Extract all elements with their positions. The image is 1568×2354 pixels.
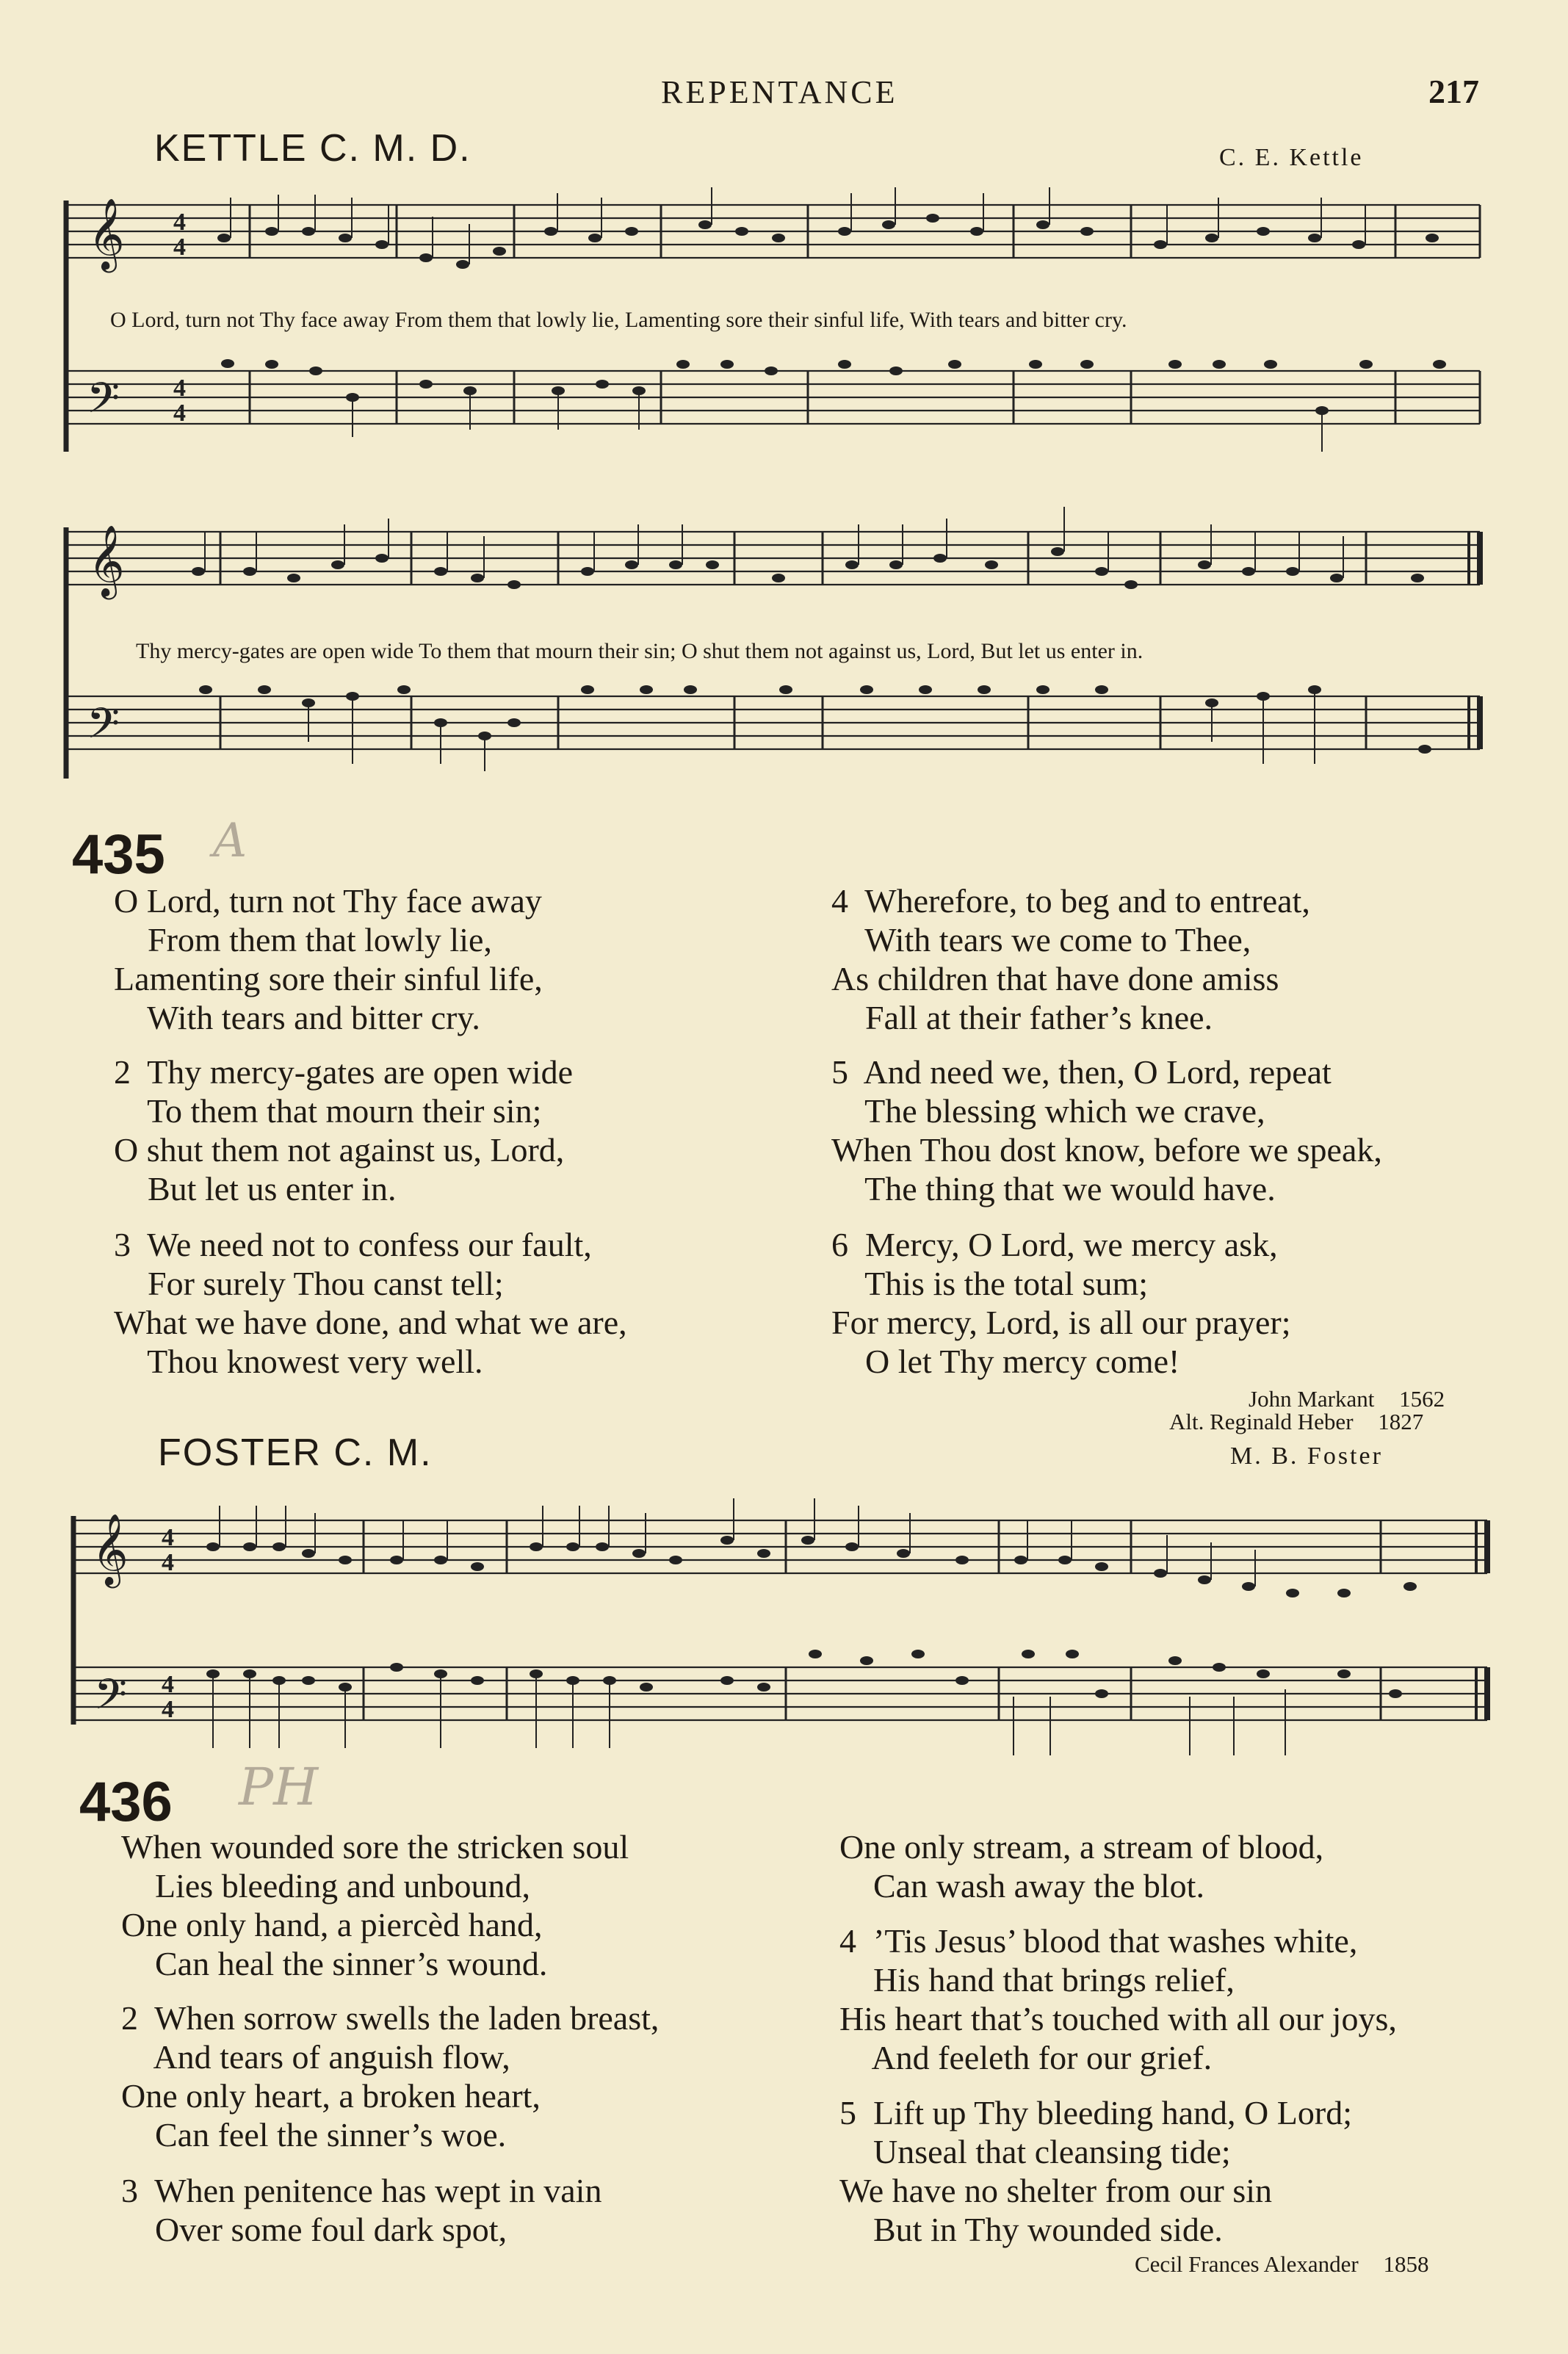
hymn-number-436: 436 [79,1771,173,1833]
tune-name-kettle: KETTLE C. M. D. [154,127,472,170]
pencil-annotation-436: PH [239,1757,319,1817]
svg-text:4: 4 [162,1671,174,1698]
tune-name-foster: FOSTER C. M. [158,1431,433,1474]
svg-text:4: 4 [173,209,186,236]
svg-text:𝄞: 𝄞 [88,524,125,596]
verse-436-3: 3 When penitence has wept in vain Over some foul dark spot, [121,2172,602,2248]
verse-435-6: 6 Mercy, O Lord, we mercy ask, This is the total sum; For mercy, Lord, is all our prayer; O let Thy mercy come! [831,1226,1291,1380]
svg-text:4: 4 [173,375,186,402]
music-score-foster [0,1476,1568,1785]
hymn-number-435: 435 [72,823,165,886]
tune-composer-kettle: C. E. Kettle [1219,144,1364,171]
verse-436-3-continued: One only stream, a stream of blood, Can wash away the blot. [839,1828,1324,1904]
credit-436-author [1135,2251,1428,2278]
svg-text:𝄢: 𝄢 [94,1669,128,1730]
music-score-kettle-system-2 [0,507,1568,815]
svg-text:4: 4 [173,400,186,427]
tune-composer-foster: M. B. Foster [1230,1443,1383,1470]
credit-435-author-name: John Markant [1249,1386,1375,1412]
credit-435-alteration-year: 1827 [1378,1409,1424,1434]
svg-text:𝄞: 𝄞 [92,1513,129,1585]
verse-435-4: 4 Wherefore, to beg and to entreat, With tears we come to Thee, As children that have done amiss Fall at their father’s knee. [831,882,1310,1036]
staff-lyric-kettle-2: Thy mercy-gates are open wide To them that mourn their sin; O shut them not against us, Lord, But let us enter in. [136,639,1144,663]
section-title: REPENTANCE [661,74,898,110]
verse-436-2: 2 When sorrow swells the laden breast, And tears of anguish flow, One only heart, a broken heart, Can feel the sinner’s woe. [121,1999,660,2153]
svg-text:4: 4 [162,1696,174,1723]
verse-436-1: When wounded sore the stricken soul Lies bleeding and unbound, One only hand, a piercèd hand, Can heal the sinner’s wound. [121,1828,629,1982]
credit-436-author-year: 1858 [1383,2251,1429,2277]
svg-text:𝄢: 𝄢 [87,698,120,759]
credit-435-alteration [1169,1409,1423,1435]
credit-435-alteration-name: Alt. Reginald Heber [1169,1409,1354,1434]
verse-435-2: 2 Thy mercy-gates are open wide To them that mourn their sin; O shut them not against us, Lord, But let us enter in. [114,1053,574,1207]
svg-text:4: 4 [162,1549,174,1576]
svg-text:4: 4 [173,234,186,261]
staff-lyric-kettle-1: O Lord, turn not Thy face away From them that lowly lie, Lamenting sore their sinful life, With tears and bitter cry. [110,308,1127,332]
music-score-kettle-system-1 [0,187,1568,496]
page-number: 217 [1428,73,1479,110]
credit-436-author-name: Cecil Frances Alexander [1135,2251,1359,2277]
svg-text:4: 4 [162,1524,174,1551]
verse-435-1: O Lord, turn not Thy face away From them that lowly lie, Lamenting sore their sinful life, With tears and bitter cry. [114,882,543,1036]
verse-436-4: 4 ’Tis Jesus’ blood that washes white, His hand that brings relief, His heart that’s touched with all our joys, And feeleth for our grief. [839,1922,1397,2076]
verse-436-5: 5 Lift up Thy bleeding hand, O Lord; Unseal that cleansing tide; We have no shelter from our sin But in Thy wounded side. [839,2094,1352,2248]
svg-text:𝄢: 𝄢 [87,373,120,433]
pencil-annotation-435: A [213,814,248,868]
verse-435-3: 3 We need not to confess our fault, For surely Thou canst tell; What we have done, and what we are, Thou knowest very well. [114,1226,627,1380]
credit-435-author-year: 1562 [1399,1386,1445,1412]
svg-text:𝄞: 𝄞 [88,198,125,270]
verse-435-5: 5 And need we, then, O Lord, repeat The blessing which we crave, When Thou dost know, before we speak, The thing that we would have. [831,1053,1382,1207]
